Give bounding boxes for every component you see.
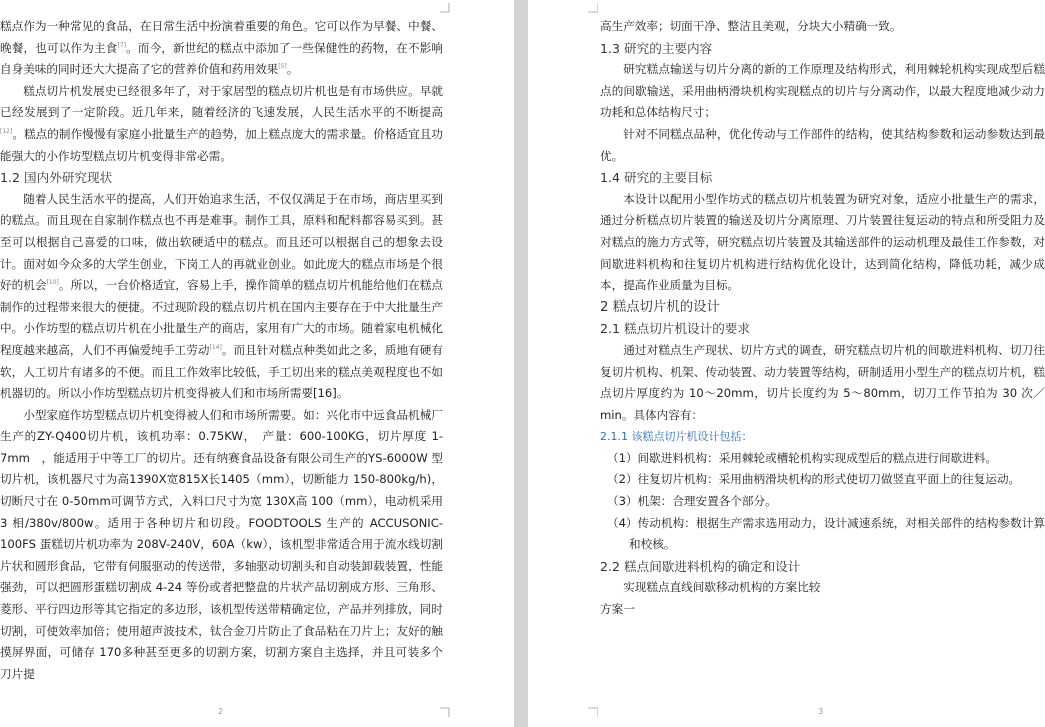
paragraph-text: 1.4 研究的主要目标 (600, 170, 713, 186)
section-heading (600, 556, 1045, 578)
crop-mark-bottom-right (440, 707, 450, 717)
citation-ref: [12] (0, 127, 13, 135)
paragraph (600, 577, 1045, 599)
paragraph-text: 本设计以配用小型作坊式的糕点切片机装置为研究对象，适应小批量生产的需求，通过分析糕点切片装置的输送及切片分离原理、刀片装置往复运动的特点和所受阻力及对糕点的施力方式等，研究糕点切片装置及其输送部件的运动机理及最佳工作参数，对间歇进料机构和往复切片机构进行结构优化设计，达到简化结构，降低功耗，减少成本，提高作业质量为目标。 (600, 191, 1045, 293)
paragraph-text: 1.2 国内外研究现状 (0, 170, 113, 186)
page-number: 2 (218, 707, 224, 716)
paragraph (600, 124, 1045, 167)
paragraph-text: 随着人民生活水平的提高，人们开始追求生活，不仅仅满足于在市场，商店里买到的糕点。而且现在自家制作糕点也不再是难事。制作工具，原料和配料都容易买到。甚至可以根据自己喜爱的口味，做出软硬适中的糕点。而且还可以根据自己的想象去设计。面对如今众多的大学生创业，下岗工人的再就业创业。如此庞大的糕点市场是个很好的机会 (0, 191, 443, 293)
paragraph-text: 小型家庭作坊型糕点切片机变得被人们和市场所需要。如：兴化市中远食品机械厂生产的ZY-Q400切片机，该机功率：0.75KW， 产量：600-100KG，切片厚度 1-7mm ，能适用于中等工厂的切片。还有纳赛食品设备有限公司生产的YS-6000W 型切片机，该机器尺寸为高1390X宽815X长1405（mm），切断能力 150-800kg/h)，切断尺寸在 0-50mm可调节方式，入料口尺寸为宽 130X高 100（mm），电动机采用 3 相/380v/800w。适用于各种切片和切段。FOODTOOLS 生产的 ACCUSONIC-100FS 蛋糕切片机功率为 208V-240V，60A（kw），该机型非常适合用于流水线切割片状和圆形食品，它带有伺服驱动的传送带，多轴驱动切割头和自动装卸载装置，性能强劲，可以把圆形蛋糕切割成 4-24 等份或者把整盘的片状产品切割成方形、三角形、菱形、平行四边形等其它指定的多边形，该机型传送带精确定位，产品并列排放，同时切割，可使效率加倍；使用超声波技术，钛合金刀片防止了食品粘在刀片上；友好的触摸屏界面，可储存 170多种甚至更多的切割方案，切割方案自主选择，并且可装多个刀片提 (0, 407, 443, 681)
paragraph-text: 2.1.1 该糕点切片机设计包括： (600, 430, 753, 444)
paragraph-text: 糕点切片机发展史已经很多年了，对于家居型的糕点切片机也是有市场供应。早就已经发展到了一定阶段。近几年来，随着经济的飞速发展，人民生活水平的不断提高 (0, 83, 443, 120)
paragraph (600, 599, 1045, 621)
paragraph (600, 189, 1045, 297)
page-3 (528, 0, 1045, 727)
page-3-text-column (600, 16, 1045, 621)
paragraph (0, 81, 443, 167)
paragraph-text: 2.1 糕点切片机设计的要求 (600, 321, 750, 337)
section-heading (600, 38, 1045, 60)
paragraph-text: 研究糕点输送与切片分离的新的工作原理及结构形式，利用棘轮机构实现成型后糕点的间歇输送，采用曲柄滑块机构实现糕点的切片与分离动作，以最大程度地减少动力功耗和总体结构尺寸； (600, 62, 1045, 120)
section-heading (600, 167, 1045, 189)
citation-ref: [7] (117, 41, 126, 49)
page-2-text-column (0, 16, 443, 685)
paragraph (600, 469, 1045, 491)
page-gutter (514, 0, 528, 727)
paragraph (600, 513, 1045, 556)
section-heading (600, 318, 1045, 340)
page-2 (0, 0, 514, 727)
section-heading (600, 426, 1045, 448)
paragraph-text: （4）传动机构：根据生产需求选用动力，设计减速系统，对相关部件的结构参数计算和校核。 (606, 515, 1045, 552)
paragraph-text: 2 糕点切片机的设计 (600, 299, 720, 315)
paragraph-text: 通过对糕点生产现状、切片方式的调查，研究糕点切片机的间歇进料机构、切刀往复切片机构、机架、传动装置、动力装置等结构，研制适用小型生产的糕点切片机，糕点切片厚度约为 10～20mm，切片长度约为 5～80mm，切刀工作节拍为 30 次／min。具体内容有： (600, 342, 1045, 422)
paragraph-text: 。糕点的制作慢慢有家庭小批量生产的趋势，加上糕点庞大的需求量。价格适宜且功能强大的小作坊型糕点切片机变得非常必需。 (0, 126, 443, 163)
section-heading (0, 167, 443, 189)
paragraph-text: （1）间歇进料机构：采用棘轮或槽轮机构实现成型后的糕点进行间歇进料。 (606, 450, 997, 465)
page-number: 3 (818, 707, 824, 716)
paragraph (0, 405, 443, 686)
paragraph-text: 。所以，一台价格适宜，容易上手，操作简单的糕点切片机能给他们在糕点制作的过程带来很大的便捷。不过现阶段的糕点切片机在国内主要存在于中大批量生产中。小作坊型的糕点切片机在小批量生产的商店，家用有广大的市场。随着家电机械化程度越来越高，人们不再偏爱纯手工劳动 (0, 278, 443, 357)
paragraph-text: 。而今，新世纪的糕点中添加了一些保健性的药物，在不影响自身美味的同时还大大提高了它的营养价值和药用效果 (0, 40, 443, 77)
crop-mark-top-right (440, 3, 450, 13)
paragraph (600, 491, 1045, 513)
paragraph-text: 方案一 (600, 602, 635, 617)
paragraph-text: 2.2 糕点间歇进料机构的确定和设计 (600, 558, 801, 574)
paragraph-text: 糕点作为一种常见的食品，在日常生活中扮演着重要的角色。它可以作为早餐、中餐、晚餐，也可以作为主食 (0, 19, 443, 55)
paragraph (600, 448, 1045, 470)
paragraph (600, 340, 1045, 426)
paragraph-text: 1.3 研究的主要内容 (600, 40, 713, 56)
paragraph-text: 实现糕点直线间歇移动机构的方案比较 (623, 580, 821, 595)
citation-ref: [5] (278, 63, 287, 71)
paragraph (0, 16, 443, 81)
paragraph-text: （2）往复切片机构：采用曲柄滑块机构的形式使切刀做竖直平面上的往复运动。 (606, 472, 1021, 487)
citation-ref: [10] (46, 279, 59, 287)
citation-ref: [14] (209, 343, 222, 351)
paragraph (0, 189, 443, 405)
paragraph-text: 针对不同糕点品种，优化传动与工作部件的结构，使其结构参数和运动参数达到最优。 (600, 126, 1045, 163)
crop-mark-bottom-left (588, 707, 598, 717)
paragraph-text: 。而且针对糕点种类如此之多，质地有硬有软，人工切片有诸多的不便。而且工作效率比较低，手工切出来的糕点美观程度也不如机器切的。所以小作坊型糕点切片机变得被人们和市场所需要[16]。 (0, 342, 443, 401)
paragraph-text: 高生产效率；切面干净、整洁且美观，分块大小精确一致。 (600, 19, 902, 33)
paragraph-text: （3）机架：合理安置各个部分。 (606, 494, 777, 509)
crop-mark-top-left (588, 3, 598, 13)
section-heading (600, 297, 1045, 319)
paragraph-text: 。 (286, 62, 299, 77)
paragraph (600, 16, 1045, 38)
paragraph (600, 59, 1045, 124)
